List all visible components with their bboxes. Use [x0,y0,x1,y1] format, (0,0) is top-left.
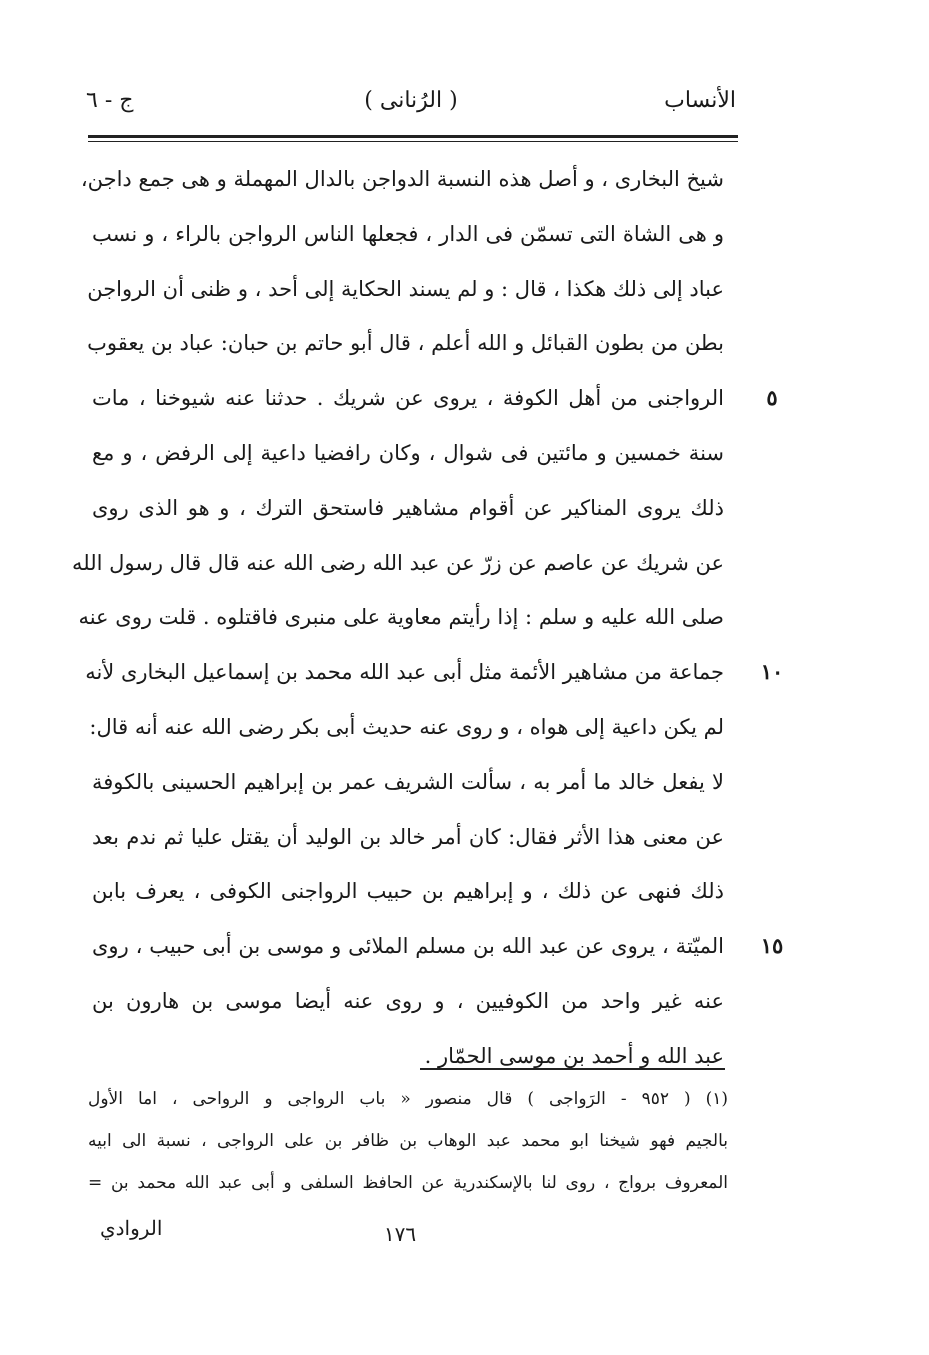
text-line: ذلك يروى المناكير عن أقوام مشاهير فاستحق الترك ، و هو الذى روى [92,495,724,520]
text-line: عن معنى هذا الأثر فقال: كان أمر خالد بن الوليد أن يقتل عليا ثم ندم بعد [92,824,724,849]
text-line: لم يكن داعية إلى هواه ، و روى عنه حديث أبى بكر رضى الله عنه أنه قال: [89,714,724,739]
text-line: سنة خمسين و مائتين فى شوال ، وكان رافضيا داعية إلى الرفض ، و مع [92,440,724,465]
header-rule-thick [88,135,738,138]
header-entry-title: ( الرُنانى ) [364,88,458,113]
catchword: الروادي [100,1216,163,1240]
margin-line-number: ٥ [766,385,778,411]
main-text [72,152,724,1084]
text-line: بطن من بطون القبائل و الله أعلم ، قال أبو حاتم بن حبان: عباد بن يعقوب [87,331,724,356]
footnote-line: المعروف برواج ، روى لنا بالإسكندرية عن الحافظ السلفى و أبى عبد الله محمد بن = [88,1173,728,1193]
running-header [86,88,736,124]
header-rule-thin [88,141,738,142]
text-line: ذلك فنهى عن ذلك ، و إبراهيم بن حبيب الرواجنى الكوفى ، يعرف بابن [92,879,724,904]
text-line: عباد إلى ذلك هكذا ، قال : و لم يسند الحكاية إلى أحد ، و ظنى أن الرواجن [87,276,724,301]
header-book-title: الأنساب [664,88,736,113]
text-line: و هى الشاة التى تسمّن فى الدار ، فجعلها الناس الرواجن بالراء ، و نسب [92,221,724,246]
text-line: صلى الله عليه و سلم : إذا رأيتم معاوية على منبرى فاقتلوه . قلت روى عنه [78,605,724,630]
text-line: الرواجنى من أهل الكوفة ، يروى عن شريك . حدثنا عنه شيوخنا ، مات [92,386,724,411]
text-line: لا يفعل خالد ما أمر به ، سألت الشريف عمر بن إبراهيم الحسينى بالكوفة [92,769,724,794]
text-line: شيخ البخارى ، و أصل هذه النسبة الدواجن بالدال المهملة و هى جمع داجن، [80,167,724,191]
footnote-rule [420,1068,725,1070]
text-line: الميّتة ، يروى عن عبد الله بن مسلم الملائى و موسى بن أبى حبيب ، روى [92,934,724,959]
text-line: عنه غير واحد من الكوفيين ، و روى عنه أيضا موسى بن هارون بن [92,988,724,1013]
footnotes [88,1078,728,1204]
margin-line-number: ١٥ [760,933,784,959]
footnote-line: بالجيم فهو شيخنا ابو محمد عبد الوهاب بن ظافر بن على الرواجى ، نسبة الى ابيه [88,1131,728,1151]
footnote-line: (١) ( ٩٥٢ - الرَواجى ) قال منصور « باب الرواجى و الرواحى ، اما الأول [88,1089,728,1109]
text-line: جماعة من مشاهير الأئمة مثل أبى عبد الله محمد بن إسماعيل البخارى لأنه [85,660,724,685]
page-number: ١٧٦ [383,1222,417,1246]
header-volume: ج - ٦ [86,88,134,113]
text-line: عبد الله و أحمد بن موسى الحمّار . [424,1043,724,1068]
margin-line-number: ١٠ [760,659,784,685]
text-line: عن شريك عن عاصم عن زرّ عن عبد الله رضى الله عنه قال قال رسول الله [72,550,724,575]
